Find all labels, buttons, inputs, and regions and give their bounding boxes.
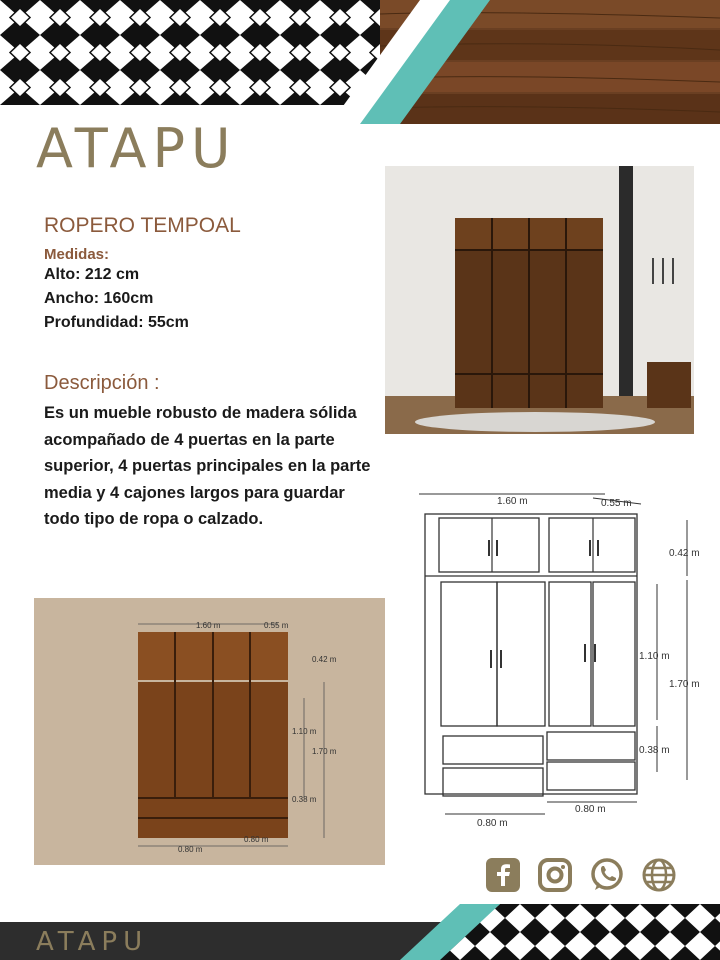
product-photo xyxy=(385,166,694,434)
lineart-dim-width: 1.60 m xyxy=(497,496,528,507)
description-body: Es un mueble robusto de madera sólida acompañado de 4 puertas en la parte superior, 4 puertas principales en la parte media y 4 cajones largos para guardar todo tipo de ropa o calzado. xyxy=(44,404,371,528)
render-dim-left: 0.80 m xyxy=(178,845,203,854)
render-dim-right: 0.80 m xyxy=(244,835,269,844)
header-teal-stripe xyxy=(330,0,490,124)
render-dim-width: 1.60 m xyxy=(196,621,221,630)
render-dim-doors: 1.10 m xyxy=(292,727,317,736)
lineart-dim-body: 1.70 m xyxy=(669,679,700,690)
render-dim-depth: 0.55 m xyxy=(264,621,289,630)
measures-label: Medidas: xyxy=(44,246,110,263)
lineart-dim-right: 0.80 m xyxy=(575,804,606,815)
globe-icon[interactable] xyxy=(640,856,678,894)
spec-block xyxy=(44,246,364,335)
footer-logo: ATAPU xyxy=(36,927,149,957)
brand-logo: ATAPU xyxy=(36,117,237,180)
product-title: ROPERO TEMPOAL xyxy=(44,214,241,237)
instagram-icon[interactable] xyxy=(536,856,574,894)
wardrobe-line-drawing xyxy=(405,480,720,830)
spec-ancho: Ancho: 160cm xyxy=(44,290,154,307)
render-dim-drawers: 0.38 m xyxy=(292,795,317,804)
footer-pattern xyxy=(400,904,720,960)
lineart-dim-doors: 1.10 m xyxy=(639,651,670,662)
social-icons xyxy=(484,856,684,898)
lineart-dim-drawers: 0.38 m xyxy=(639,745,670,756)
lineart-dim-top: 0.42 m xyxy=(669,548,700,559)
render-dim-body: 1.70 m xyxy=(312,747,337,756)
description-title: Descripción : xyxy=(44,372,160,394)
spec-alto: Alto: 212 cm xyxy=(44,266,140,283)
product-render xyxy=(34,598,385,865)
facebook-icon[interactable] xyxy=(484,856,522,894)
whatsapp-icon[interactable] xyxy=(588,856,626,894)
lineart-dim-depth: 0.55 m xyxy=(601,498,632,509)
spec-profundidad: Profundidad: 55cm xyxy=(44,314,189,331)
lineart-dim-left: 0.80 m xyxy=(477,818,508,829)
render-dim-top: 0.42 m xyxy=(312,655,337,664)
